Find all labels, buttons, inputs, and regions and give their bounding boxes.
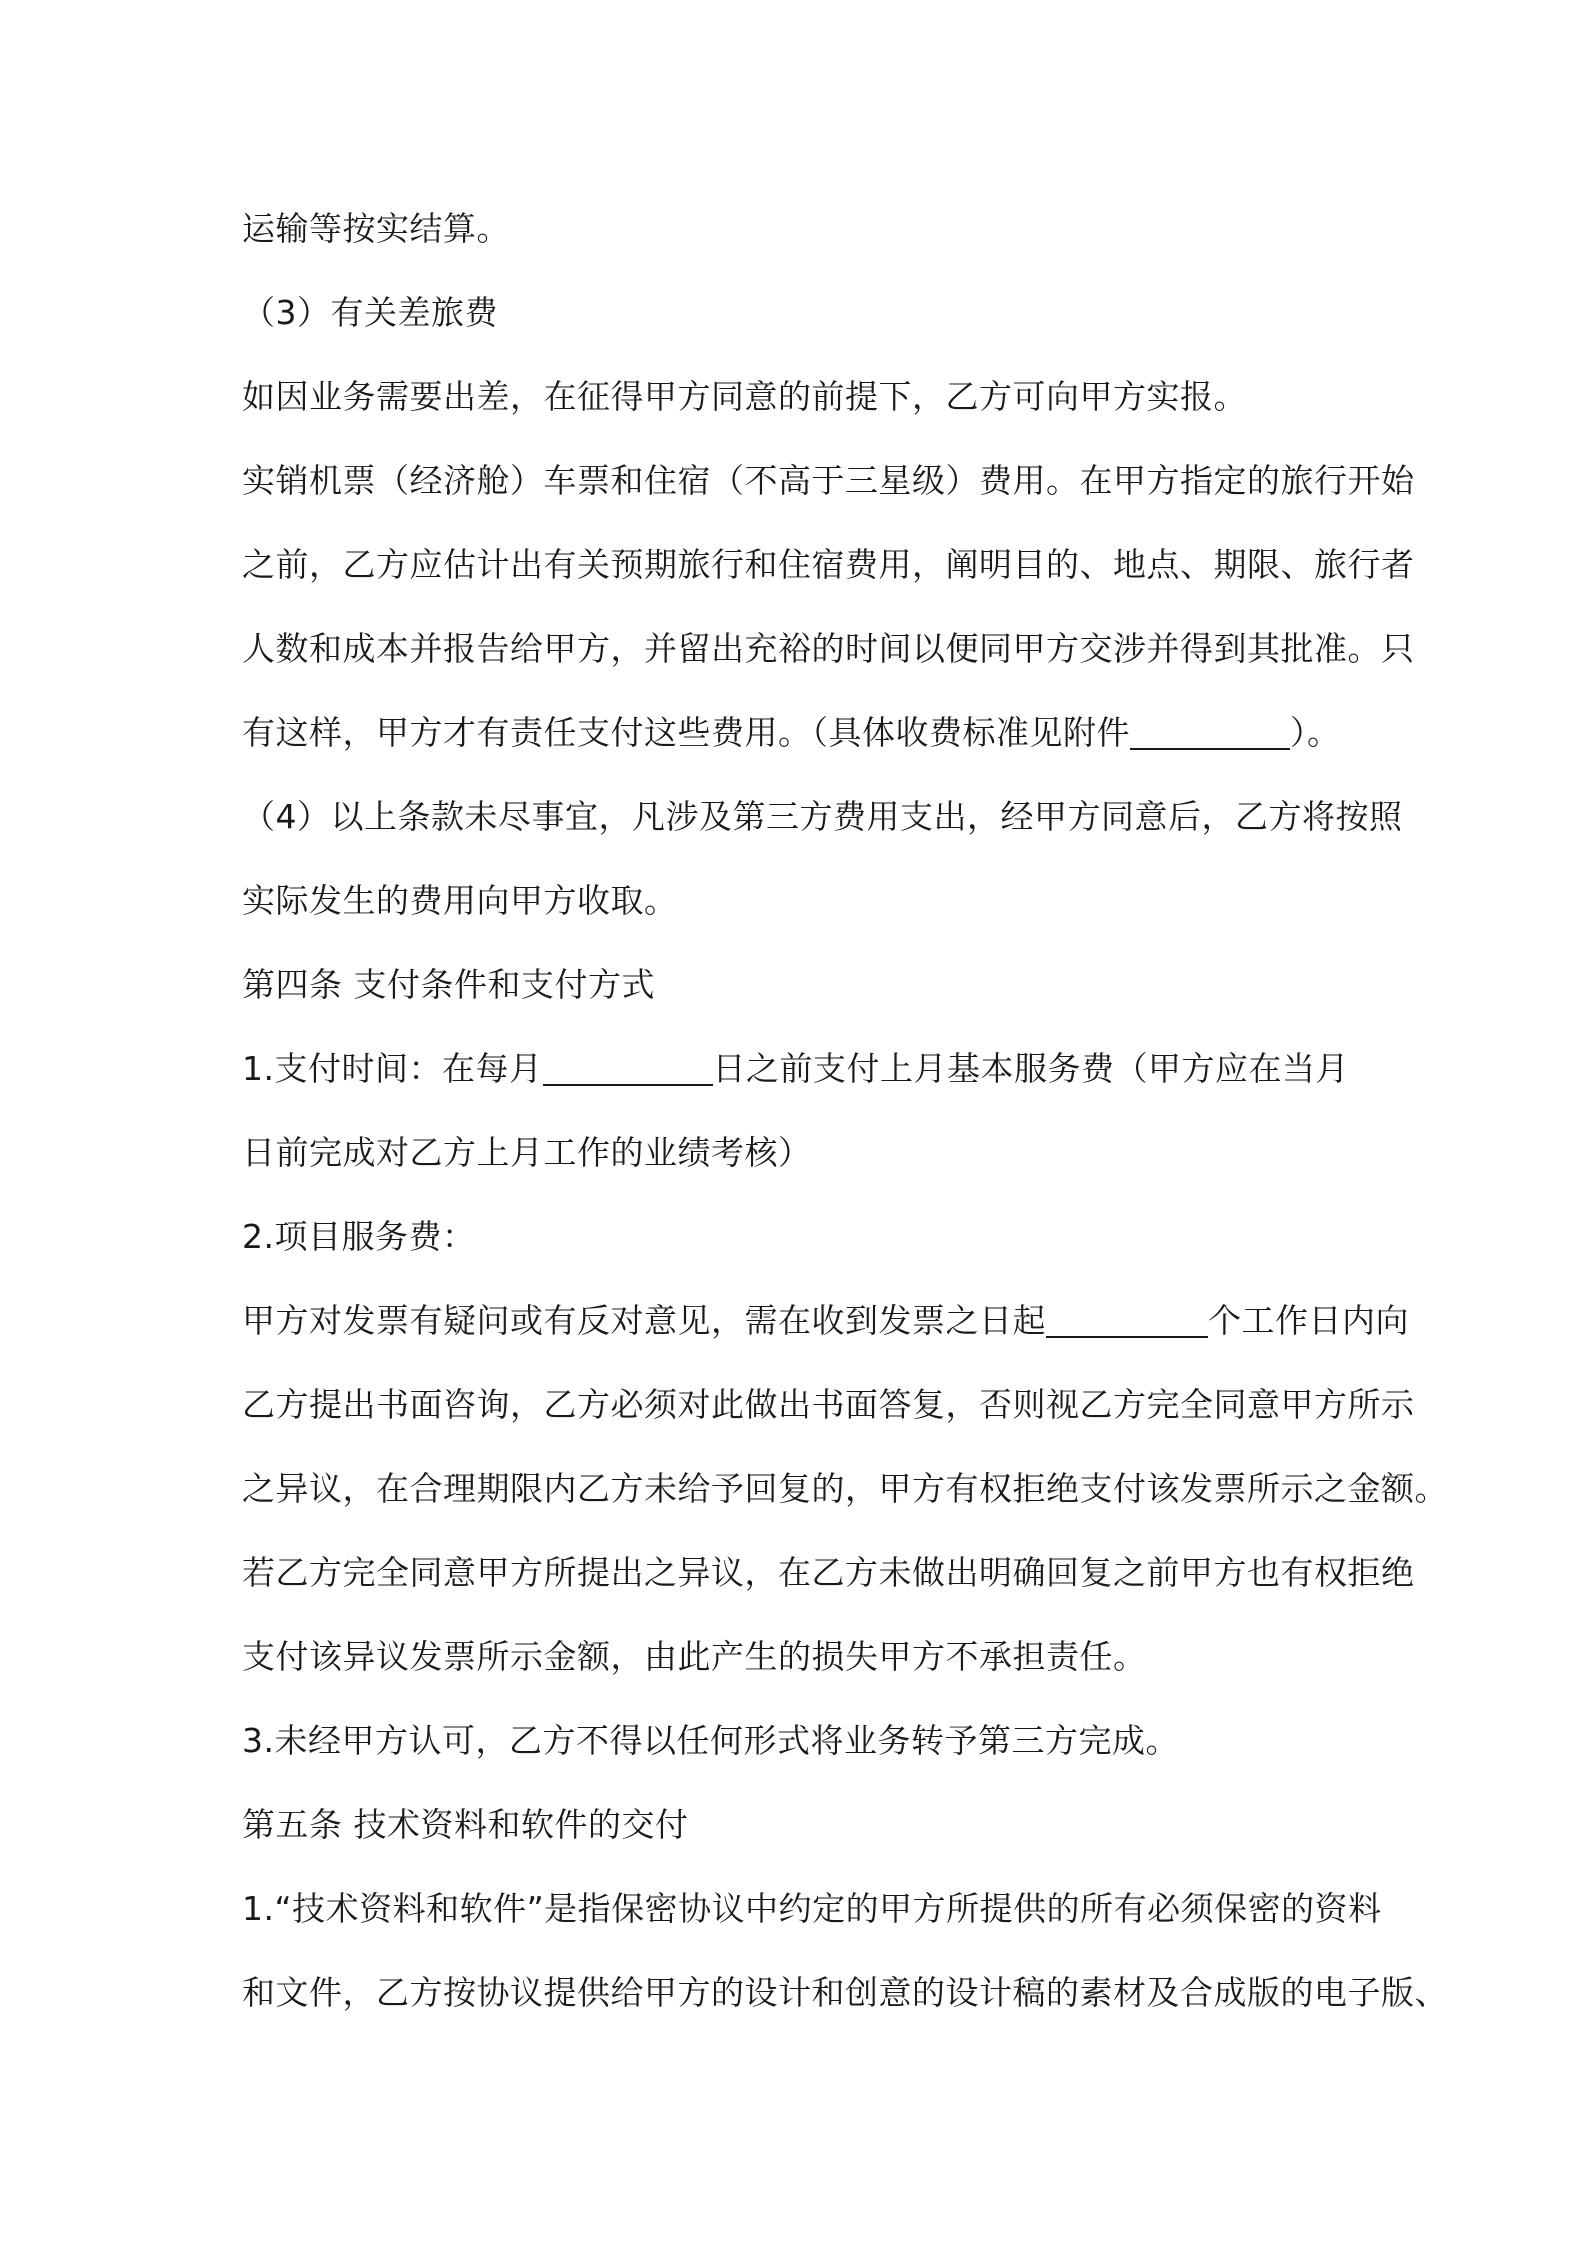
text-line — [242, 703, 1362, 763]
section-heading: 第四条 支付条件和支付方式 — [242, 965, 655, 1004]
text-line: 2.项目服务费： — [242, 1217, 476, 1256]
text-line: 3.未经甲方认可，乙方不得以任何形式将业务转予第三方完成。 — [242, 1721, 1179, 1760]
fill-in-blank — [1046, 1298, 1208, 1338]
text-line — [242, 1039, 1362, 1099]
text-segment: ）。 — [1290, 713, 1341, 752]
text-line: 若乙方完全同意甲方所提出之异议，在乙方未做出明确回复之前甲方也有权拒绝 — [242, 1553, 1415, 1592]
text-line: 运输等按实结算。 — [242, 209, 510, 248]
text-line: 实销机票（经济舱）车票和住宿（不高于三星级）费用。在甲方指定的旅行开始 — [242, 461, 1415, 500]
text-line: 之前，乙方应估计出有关预期旅行和住宿费用，阐明目的、地点、期限、旅行者 — [242, 545, 1415, 584]
text-segment: 有这样，甲方才有责任支付这些费用。（具体收费标准见附件 — [242, 713, 1130, 752]
text-line: 乙方提出书面咨询，乙方必须对此做出书面答复，否则视乙方完全同意甲方所示 — [242, 1385, 1415, 1424]
text-line: 1.“技术资料和软件”是指保密协议中约定的甲方所提供的所有必须保密的资料 — [242, 1889, 1382, 1928]
section-heading: 第五条 技术资料和软件的交付 — [242, 1805, 689, 1844]
text-line: （4）以上条款未尽事宜，凡涉及第三方费用支出，经甲方同意后，乙方将按照 — [242, 797, 1403, 836]
text-segment: 甲方对发票有疑问或有反对意见，需在收到发票之日起 — [242, 1301, 1046, 1340]
fill-in-blank — [1130, 710, 1290, 750]
text-line: 日前完成对乙方上月工作的业绩考核） — [242, 1133, 812, 1172]
text-line: 之异议，在合理期限内乙方未给予回复的，甲方有权拒绝支付该发票所示之金额。 — [242, 1469, 1448, 1508]
text-line — [242, 1291, 1409, 1351]
text-segment: 日之前支付上月基本服务费（甲方应在当月 — [712, 1049, 1349, 1088]
text-line: 实际发生的费用向甲方收取。 — [242, 881, 678, 920]
text-line: 人数和成本并报告给甲方，并留出充裕的时间以便同甲方交涉并得到其批准。只 — [242, 629, 1415, 668]
text-line: 支付该异议发票所示金额，由此产生的损失甲方不承担责任。 — [242, 1637, 1147, 1676]
text-line: 和文件，乙方按协议提供给甲方的设计和创意的设计稿的素材及合成版的电子版、 — [242, 1973, 1448, 2012]
text-line: 如因业务需要出差，在征得甲方同意的前提下，乙方可向甲方实报。 — [242, 377, 1247, 416]
fill-in-blank — [543, 1046, 713, 1086]
text-segment: 个工作日内向 — [1208, 1301, 1409, 1340]
text-segment: 1.支付时间：在每月 — [242, 1049, 543, 1088]
text-line: （3）有关差旅费 — [242, 293, 498, 332]
